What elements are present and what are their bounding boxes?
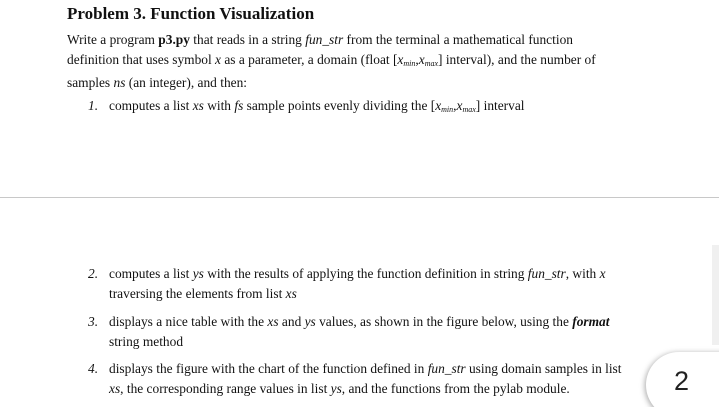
intro-line-1: Write a program p3.py that reads in a string fun_str from the terminal a mathematical function [67, 32, 573, 47]
format-keyword: format [572, 314, 610, 329]
list-number: 3. [88, 314, 99, 329]
list-number: 1. [88, 98, 99, 113]
scroll-edge [712, 245, 719, 345]
program-name: p3.py [158, 32, 190, 47]
problem-title: Problem 3. Function Visualization [67, 4, 315, 23]
list-item-1: 1. computes a list xs with fs sample points evenly dividing the $[x_{min},x_{max}]$ interval [88, 98, 525, 114]
list-item-2: 2. computes a list ys with the results of applying the function definition in string fun_str, with x traversing the elements from list xs [88, 266, 606, 301]
list-item-4: 4. displays the figure with the chart of the function defined in fun_str using domain samples in list xs, the corresponding range values in list ys, and the functions from the pylab module. [88, 361, 622, 396]
intro-line-2: definition that uses symbol x as a parameter, a domain (float $[x_{min},x_{max}]$ interval), and the number of [67, 51, 596, 68]
var-ns: ns [113, 75, 126, 90]
list-number: 2. [88, 266, 99, 281]
problem-intro [67, 30, 667, 93]
page-number: 2 [674, 366, 690, 396]
list-item-3: 3. displays a nice table with the xs and ys values, as shown in the figure below, using the format string method [88, 314, 610, 349]
list-number: 4. [88, 361, 99, 376]
var-fun-str: fun_str [305, 32, 344, 47]
intro-line-3: samples ns (an integer), and then: [67, 75, 248, 90]
